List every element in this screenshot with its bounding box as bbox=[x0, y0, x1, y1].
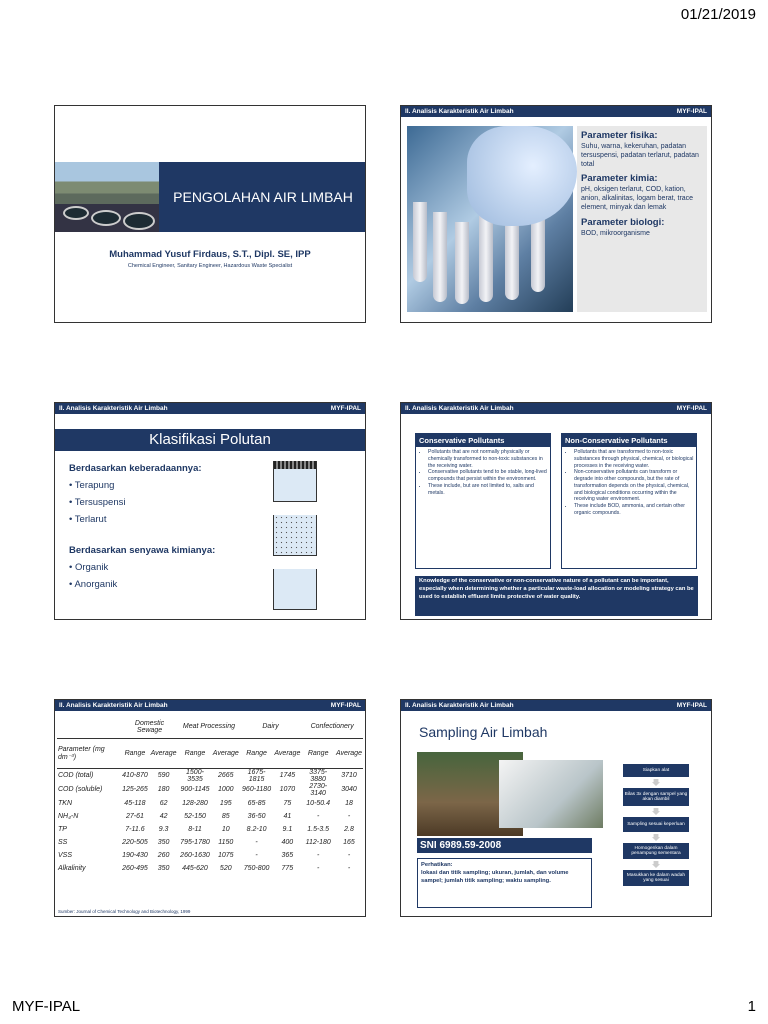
average-header: Average bbox=[336, 749, 362, 757]
value-cell: 795-1780 bbox=[180, 838, 210, 846]
table-row bbox=[57, 797, 363, 810]
attention-box bbox=[417, 858, 592, 908]
value-cell: 65-85 bbox=[247, 799, 266, 807]
wastewater-table bbox=[57, 716, 363, 875]
step-box: Masukkan ke dalam wadah yang sesuai bbox=[623, 870, 689, 886]
value-cell: 520 bbox=[219, 864, 232, 872]
value-cell: 3040 bbox=[341, 786, 357, 793]
test-tubes-photo bbox=[407, 126, 573, 312]
gloved-hand bbox=[467, 126, 577, 226]
group-header: Dairy bbox=[262, 723, 279, 731]
table-row bbox=[57, 862, 363, 875]
brand-label: MYF-IPAL bbox=[676, 405, 707, 412]
value-cell: 18 bbox=[345, 799, 353, 807]
value-cell: 350 bbox=[157, 838, 170, 846]
table-row bbox=[57, 849, 363, 862]
section-label: II. Analisis Karakteristik Air Limbah bbox=[59, 702, 168, 709]
section-heading: Berdasarkan senyawa kimianya: bbox=[69, 545, 216, 556]
average-header: Average bbox=[212, 749, 239, 757]
param-cell: Alkalinity bbox=[58, 864, 86, 872]
list-item: • Pollutants that are transformed to non-toxic substances through physical, chemical, or biological processes in the receiving water. bbox=[574, 449, 694, 469]
section-label: II. Analisis Karakteristik Air Limbah bbox=[405, 405, 514, 412]
value-cell: 3375-3880 bbox=[309, 768, 328, 783]
list-item: • Tersuspensi bbox=[69, 497, 126, 514]
param-cell: TKN bbox=[58, 799, 72, 807]
floating-beaker bbox=[273, 461, 317, 502]
slide-parameters bbox=[400, 105, 712, 323]
value-cell: 350 bbox=[157, 864, 170, 872]
column-title: Conservative Pollutants bbox=[416, 434, 550, 447]
value-cell: 7-11.6 bbox=[125, 825, 145, 833]
slide-header bbox=[55, 700, 365, 711]
value-cell: 165 bbox=[343, 838, 355, 846]
value-cell: 960-1180 bbox=[242, 786, 272, 793]
presentation-title: PENGOLAHAN AIR LIMBAH bbox=[159, 162, 366, 232]
value-cell: - bbox=[316, 812, 320, 820]
value-cell: 1150 bbox=[218, 838, 234, 846]
footer-brand: MYF-IPAL bbox=[12, 998, 81, 1015]
step-box: Homogenkan dalam penampung sementara bbox=[623, 843, 689, 859]
value-cell: 400 bbox=[281, 838, 294, 846]
group-header: Meat Processing bbox=[182, 723, 236, 731]
slide-sampling bbox=[400, 699, 712, 917]
table-row bbox=[57, 823, 363, 836]
brand-label: MYF-IPAL bbox=[676, 702, 707, 709]
value-cell: 9.3 bbox=[158, 825, 169, 833]
sni-standard: SNI 6989.59-2008 bbox=[417, 838, 592, 853]
value-cell: 10 bbox=[221, 825, 230, 833]
down-arrow-icon bbox=[652, 808, 660, 815]
param-cell: COD (soluble) bbox=[58, 786, 103, 793]
table-row bbox=[57, 836, 363, 849]
slide-title bbox=[54, 105, 366, 323]
value-cell: 45-118 bbox=[124, 799, 146, 807]
value-cell: 128-280 bbox=[182, 799, 208, 807]
section-label: II. Analisis Karakteristik Air Limbah bbox=[59, 405, 168, 412]
value-cell: 260 bbox=[157, 851, 170, 859]
list-item: • Pollutants that are not normally physically or chemically transformed to non-toxic substances in the receiving water. bbox=[428, 449, 548, 469]
table-row bbox=[57, 810, 363, 823]
slide-header bbox=[401, 403, 711, 414]
value-cell: 2730-3140 bbox=[309, 782, 328, 797]
slide-header bbox=[55, 403, 365, 414]
value-cell: 410-870 bbox=[122, 772, 148, 779]
range-header: Range bbox=[307, 749, 329, 757]
kimia-text: pH, oksigen terlarut, COD, kation, anion, alkalinitas, logam berat, trace element, minyak dan lemak bbox=[581, 186, 694, 211]
param-cell: TP bbox=[58, 825, 67, 833]
down-arrow-icon bbox=[652, 834, 660, 841]
chemical-list bbox=[69, 562, 117, 596]
kimia-title: Parameter kimia: bbox=[581, 173, 658, 185]
brand-label: MYF-IPAL bbox=[676, 108, 707, 115]
list-item: • Non-conservative pollutants can transform or degrade into other compounds, but the rate of transformation depends on the physical, chemical, and biological conditions occurring within the receiving water environment. bbox=[574, 469, 694, 503]
attention-title: Perhatikan: bbox=[421, 862, 453, 868]
value-cell: 125-265 bbox=[122, 786, 148, 793]
slide-header bbox=[401, 700, 711, 711]
param-cell: NH₄-N bbox=[58, 812, 79, 820]
parameter-panel bbox=[577, 126, 707, 312]
list-item: • Conservative pollutants tend to be stable, long-lived compounds that persist within the environment. bbox=[428, 469, 548, 483]
column-title: Non-Conservative Pollutants bbox=[562, 434, 696, 447]
value-cell: 1500-3535 bbox=[186, 768, 204, 783]
list-item: • Terlarut bbox=[69, 514, 126, 531]
slide-title-bar: Klasifikasi Polutan bbox=[55, 429, 365, 451]
table-source: Sumber: Journal of Chemical Technology and Biotechnology, 1999 bbox=[58, 909, 191, 914]
section-label: II. Analisis Karakteristik Air Limbah bbox=[405, 108, 514, 115]
list-item: • These include BOD, ammonia, and certain other organic compounds. bbox=[574, 503, 694, 517]
value-cell: 1070 bbox=[279, 786, 296, 793]
value-cell: - bbox=[316, 851, 320, 859]
value-cell: 180 bbox=[157, 786, 170, 793]
range-header: Range bbox=[184, 749, 206, 757]
value-cell: 220-505 bbox=[122, 838, 148, 846]
fisika-text: Suhu, warna, kekeruhan, padatan tersuspensi, padatan terlarut, padatan total bbox=[581, 143, 699, 168]
value-cell: 8.2-10 bbox=[246, 825, 267, 833]
treatment-plant-photo bbox=[55, 162, 159, 232]
value-cell: 1075 bbox=[217, 851, 234, 859]
step-box: Siapkan alat bbox=[623, 764, 689, 777]
group-header: Confectionery bbox=[310, 723, 354, 731]
value-cell: 2.8 bbox=[344, 825, 354, 833]
conservative-column bbox=[415, 433, 551, 569]
slide-title: Sampling Air Limbah bbox=[419, 724, 548, 740]
value-cell: 900-1145 bbox=[180, 786, 210, 793]
value-cell: 85 bbox=[221, 812, 230, 820]
biologi-text: BOD, mikroorganisme bbox=[581, 229, 650, 237]
brand-label: MYF-IPAL bbox=[330, 405, 361, 412]
value-cell: 75 bbox=[283, 799, 292, 807]
value-cell: - bbox=[347, 812, 351, 820]
value-cell: 62 bbox=[159, 799, 168, 807]
value-cell: - bbox=[347, 851, 351, 859]
average-header: Average bbox=[150, 749, 177, 757]
non-conservative-column bbox=[561, 433, 697, 569]
dissolved-beaker bbox=[273, 569, 317, 610]
slide-pollutants bbox=[400, 402, 712, 620]
value-cell: 750-800 bbox=[243, 864, 270, 872]
value-cell: 52-150 bbox=[184, 812, 206, 820]
param-cell: VSS bbox=[58, 851, 73, 859]
step-box: Sampling sesuai keperluan bbox=[623, 817, 689, 832]
table-row bbox=[57, 783, 363, 797]
value-cell: 1675-1815 bbox=[247, 768, 266, 783]
value-cell: 36-50 bbox=[247, 812, 266, 820]
value-cell: 1000 bbox=[217, 786, 234, 793]
value-cell: 8-11 bbox=[188, 825, 202, 833]
down-arrow-icon bbox=[652, 779, 660, 786]
list-item: • These include, but are not limited to, salts and metals. bbox=[428, 483, 548, 497]
value-cell: 260-1630 bbox=[180, 851, 210, 859]
table-row bbox=[57, 768, 363, 783]
param-cell: COD (total) bbox=[58, 772, 94, 779]
value-cell: 260-495 bbox=[122, 864, 148, 872]
slide-header bbox=[401, 106, 711, 117]
param-cell: SS bbox=[58, 838, 68, 846]
value-cell: 1745 bbox=[279, 772, 296, 779]
section-label: II. Analisis Karakteristik Air Limbah bbox=[405, 702, 514, 709]
sample-bottle-photo bbox=[499, 760, 603, 828]
author-name: Muhammad Yusuf Firdaus, S.T., Dipl. SE, IPP bbox=[109, 249, 311, 260]
value-cell: 1.5-3.5 bbox=[307, 825, 330, 833]
knowledge-note: Knowledge of the conservative or non-conservative nature of a pollutant can be important, especially when determining whether a particular waste-load allocation or modeling strategy can be used to establish effluent limits protective of water quality. bbox=[415, 576, 698, 616]
suspended-beaker bbox=[273, 515, 317, 556]
list-item: • Anorganik bbox=[69, 579, 117, 596]
value-cell: 365 bbox=[281, 851, 294, 859]
page-number: 1 bbox=[747, 998, 756, 1015]
param-header: Parameter (mg dm⁻³) bbox=[58, 745, 105, 761]
value-cell: 10-50.4 bbox=[306, 799, 331, 807]
value-cell: 445-620 bbox=[182, 864, 208, 872]
list-item: • Terapung bbox=[69, 480, 126, 497]
value-cell: 27-61 bbox=[125, 812, 144, 820]
slide-classification bbox=[54, 402, 366, 620]
value-cell: 42 bbox=[159, 812, 168, 820]
value-cell: - bbox=[347, 864, 351, 872]
value-cell: 775 bbox=[281, 864, 294, 872]
range-header: Range bbox=[246, 749, 267, 757]
value-cell: 3710 bbox=[341, 772, 357, 779]
down-arrow-icon bbox=[652, 861, 660, 868]
biologi-title: Parameter biologi: bbox=[581, 216, 665, 228]
value-cell: 41 bbox=[283, 812, 292, 820]
step-box: Bilas 3x dengan sampel yang akan diambil bbox=[623, 788, 689, 806]
value-cell: - bbox=[316, 864, 320, 872]
range-header: Range bbox=[124, 749, 146, 757]
presence-list bbox=[69, 480, 126, 531]
brand-label: MYF-IPAL bbox=[330, 702, 361, 709]
value-cell: 112-180 bbox=[305, 838, 331, 846]
list-item: • Organik bbox=[69, 562, 117, 579]
value-cell: 590 bbox=[157, 772, 170, 779]
value-cell: 195 bbox=[219, 799, 232, 807]
author-role: Chemical Engineer, Sanitary Engineer, Hazardous Waste Specialist bbox=[127, 263, 293, 269]
value-cell: 2665 bbox=[217, 772, 234, 779]
average-header: Average bbox=[274, 749, 301, 757]
fisika-title: Parameter fisika: bbox=[581, 130, 658, 141]
print-date: 01/21/2019 bbox=[680, 6, 756, 23]
section-heading: Berdasarkan keberadaannya: bbox=[69, 463, 202, 474]
value-cell: 9.1 bbox=[282, 825, 293, 833]
attention-text: lokasi dan titik sampling; ukuran, jumlah, dan volume sampel; jumlah titik sampling; waktu sampling. bbox=[421, 870, 569, 885]
slide-data-table bbox=[54, 699, 366, 917]
value-cell: 190-430 bbox=[122, 851, 148, 859]
value-cell: - bbox=[255, 851, 258, 859]
group-header: Domestic Sewage bbox=[134, 719, 165, 734]
value-cell: - bbox=[255, 838, 258, 846]
